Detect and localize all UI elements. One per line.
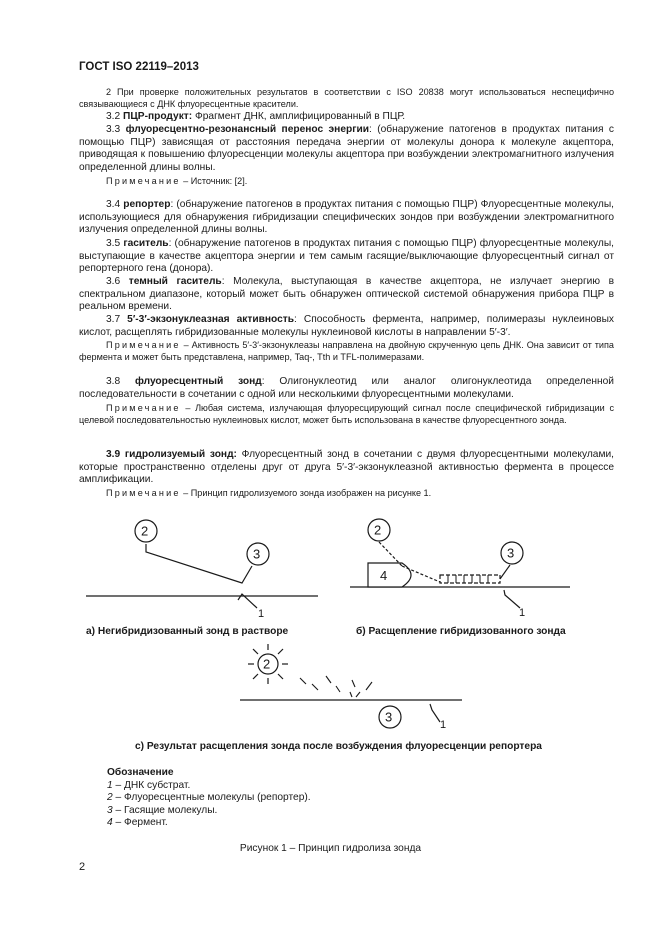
pointer-line [504,590,520,608]
definition-number: 3.3 [106,124,121,135]
note-label: Примечание [106,176,181,186]
label-3: 3 [385,709,393,725]
legend-item-number: 2 [107,792,113,804]
figure-title: Рисунок 1 – Принцип гидролиза зонда [239,843,422,854]
definition-number: 3.9 [106,449,121,460]
definition-text: : Способность фермента, например, полимеразы нуклеиновых кислот, расщеплять гибридизованные молекулы нуклеиновой кислоты в направлении 5′-3′. [79,314,614,338]
definition-term: темный гаситель [128,276,222,287]
legend-item-number: 1 [107,779,113,791]
definition-number: 3.5 [106,238,121,249]
caption-c: с) Результат расщепления зонда после возбуждения флуоресценции репортера [135,741,542,752]
definition-term: репортер [123,199,171,210]
page-number: 2 [79,861,86,873]
legend-item [107,792,311,805]
legend-item-text: – ДНК субстрат. [112,779,191,791]
definition-text: : (обнаружение патогенов в продуктах питания с помощью ПЦР) зависящая от расстояния передача энергии от молекулы донора к молекуле акцептора, приводящая к повышению флуоресценции молекулы акцептора при возбуждении электромагнитного излучения определенной длины волны. [79,124,614,173]
label-3: 3 [507,545,515,561]
definition-text: Фрагмент ДНК, амплифицированный в ПЦР. [192,111,406,122]
label-1: 1 [519,607,526,619]
definition-text: : (обнаружение патогенов в продуктах питания с помощью ПЦР) флуоресцентные молекулы, выступающие в качестве акцептора энергии и тем самым гасящие/выключающие флуоресцентный сигнал от репортерного гена (донора). [79,238,614,275]
figure-legend [107,767,311,830]
quencher-link [500,565,510,579]
definition-number: 3.4 [106,199,121,210]
panel-b-cleavage [350,519,570,608]
emission-dashes [300,676,372,697]
note-text: – Любая система, излучающая флуоресцирующий сигнал после специфической гибридизации с целевой последовательностью нуклеиновых кислот, может быть использована в качестве флуоресцентного зонда. [79,403,614,426]
definition-text: Флуоресцентный зонд в сочетании с двумя флуоресцентными молекулами, которые пространственно отделены друг от друга 5′-3′-экзонуклеазной активностью фермента в процессе амплификации. [79,449,614,486]
note-text: – Принцип гидролизуемого зонда изображен на рисунке 1. [180,488,432,498]
definition-text: : Молекула, выступающая в качестве акцептора, не излучает энергию в спектральном диапазоне, который может быть обнаружен оптической системой обнаружения прибора ПЦР в реальном времени. [79,276,614,313]
legend-item-text: – Гасящие молекулы. [112,804,218,816]
definition-text: : (обнаружение патогенов в продуктах питания с помощью ПЦР) Флуоресцентные молекулы, использующиеся для обнаружения гибридизации специфических зондов при возбуждении электромагнитного излучения определенной длины волны. [79,199,614,236]
definition-number: 3.8 [106,376,121,387]
definition-number: 3.2 [106,111,121,122]
label-3: 3 [253,546,261,562]
legend-item-number: 3 [107,804,113,816]
label-1: 1 [440,719,447,731]
panel-c-result [240,644,462,728]
definition-term: 5′-3′-экзонуклеазная активность [127,314,295,325]
probe-line [146,544,252,583]
definition-text: : Олигонуклеотид или аналог олигонуклеотида определенной последовательности в сочетании с одной или несколькими флуоресцентными молекулами. [79,376,614,400]
note-label: Примечание [106,488,181,498]
legend-item [107,817,311,830]
definition-term: флуоресцентный зонд [135,376,262,387]
note-label: Примечание [106,340,181,350]
definition-term: флуоресцентно-резонансный перенос энергии [125,124,369,135]
label-4: 4 [380,568,388,583]
note-label: Примечание [106,403,181,413]
legend-item [107,805,311,818]
definition-term: гидролизуемый зонд: [124,449,237,460]
hybridized-probe [440,575,500,583]
legend-item-text: – Флуоресцентные молекулы (репортер). [112,792,311,804]
definition-number: 3.7 [106,314,121,325]
definition-term: ПЦР-продукт: [123,111,193,122]
panel-a-unhybridized-probe [86,520,318,608]
legend-item-text: – Фермент. [112,817,168,829]
label-2: 2 [141,523,149,539]
footnote-2: 2 При проверке положительных результатов в соответствии с ISO 20838 могут использоваться неспецифично связывающиеся с ДНК флуоресцентные красители. [79,87,614,110]
legend-item [107,780,311,793]
legend-item-number: 4 [107,817,113,829]
label-1: 1 [258,608,265,620]
note-text: – Активность 5′-3′-экзонуклеазы направлена на двойную скрученную цепь ДНК. Она зависит от типа фермента и может быть представлена, например, Taq-, Tth и TFL-полимеразами. [79,340,614,363]
caption-a: а) Негибридизованный зонд в растворе [86,626,289,637]
document-header: ГОСТ ISO 22119–2013 [79,61,199,73]
definition-number: 3.6 [106,276,121,287]
caption-b: б) Расщепление гибридизованного зонда [356,626,566,637]
note-text: – Источник: [2]. [180,176,248,186]
legend-title: Обозначение [107,767,174,778]
label-2: 2 [374,522,382,538]
definition-term: гаситель [123,238,169,249]
label-2: 2 [263,656,271,672]
pointer-line [430,704,440,722]
